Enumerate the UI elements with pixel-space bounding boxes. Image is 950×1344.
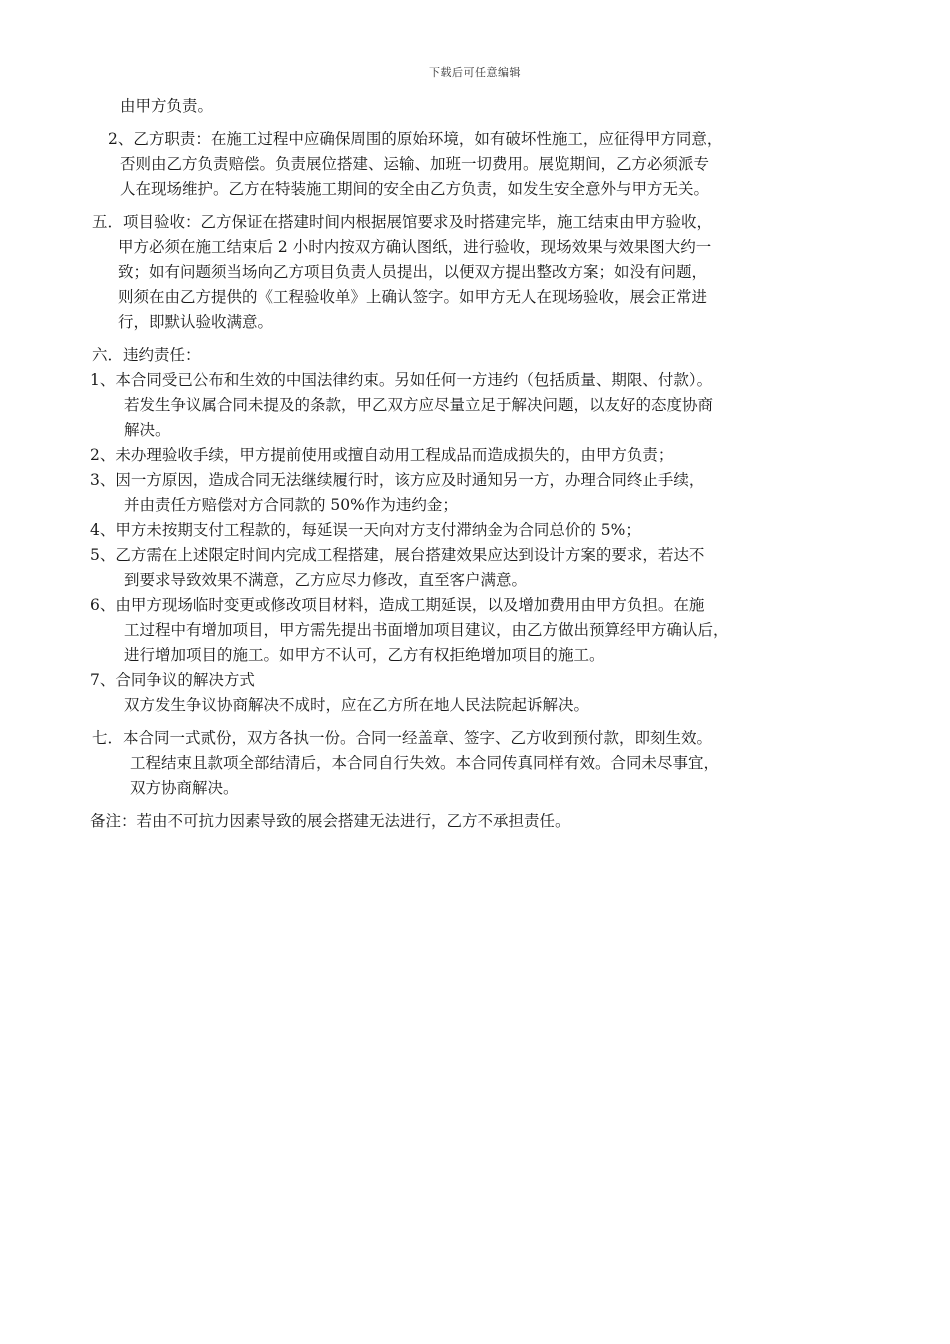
paragraph-line: 解决。 <box>124 421 171 439</box>
paragraph-line: 由甲方负责。 <box>120 97 214 115</box>
page-header: 下载后可任意编辑 <box>429 66 521 79</box>
paragraph-line: 到要求导致效果不满意，乙方应尽力修改，直至客户满意。 <box>124 571 528 589</box>
paragraph-line: 双方协商解决。 <box>130 779 239 797</box>
paragraph-line: 2、乙方职责：在施工过程中应确保周围的原始环境，如有破坏性施工，应征得甲方同意， <box>108 130 723 148</box>
list-item: 6、由甲方现场临时变更或修改项目材料，造成工期延误，以及增加费用由甲方负担。在施 <box>90 596 705 614</box>
paragraph-line: 否则由乙方负责赔偿。负责展位搭建、运输、加班一切费用。展览期间，乙方必须派专 <box>120 155 710 173</box>
list-item: 1、本合同受已公布和生效的中国法律约束。另如任何一方违约（包括质量、期限、付款）。 <box>90 371 713 389</box>
list-item: 2、未办理验收手续，甲方提前使用或擅自动用工程成品而造成损失的，由甲方负责； <box>90 446 674 464</box>
paragraph-line: 双方发生争议协商解决不成时，应在乙方所在地人民法院起诉解决。 <box>124 696 590 714</box>
paragraph-line: 并由责任方赔偿对方合同款的 50%作为违约金； <box>124 496 458 514</box>
section-heading-line: 五．项目验收：乙方保证在搭建时间内根据展馆要求及时搭建完毕，施工结束由甲方验收， <box>92 213 713 231</box>
section-copies-validity <box>90 726 880 801</box>
contract-body <box>90 94 880 834</box>
list-item: 7、合同争议的解决方式 <box>90 671 255 689</box>
clause-party-b-duties <box>90 127 880 202</box>
section-heading-line: 七．本合同一式贰份，双方各执一份。合同一经盖章、签字、乙方收到预付款，即刻生效。 <box>92 729 713 747</box>
paragraph-line: 进行增加项目的施工。如甲方不认可，乙方有权拒绝增加项目的施工。 <box>124 646 605 664</box>
list-item: 5、乙方需在上述限定时间内完成工程搭建，展台搭建效果应达到设计方案的要求，若达不 <box>90 546 705 564</box>
list-item: 3、因一方原因，造成合同无法继续履行时，该方应及时通知另一方，办理合同终止手续， <box>90 471 705 489</box>
paragraph-line: 致；如有问题须当场向乙方项目负责人员提出，以便双方提出整改方案；如没有问题， <box>118 263 708 281</box>
list-item: 4、甲方未按期支付工程款的，每延误一天向对方支付滞纳金为合同总价的 5%； <box>90 521 641 539</box>
paragraph-line: 行，即默认验收满意。 <box>118 313 274 331</box>
remarks <box>90 809 880 834</box>
section-heading: 六．违约责任： <box>92 346 201 364</box>
section-acceptance <box>90 210 880 335</box>
remarks-line: 备注：若由不可抗力因素导致的展会搭建无法进行，乙方不承担责任。 <box>90 812 571 830</box>
paragraph-line: 甲方必须在施工结束后 2 小时内按双方确认图纸，进行验收，现场效果与效果图大约一 <box>118 238 712 256</box>
section-liability <box>90 343 880 718</box>
paragraph-line: 工程结束且款项全部结清后，本合同自行失效。本合同传真同样有效。合同未尽事宜， <box>130 754 720 772</box>
paragraph-line: 工过程中有增加项目，甲方需先提出书面增加项目建议，由乙方做出预算经甲方确认后， <box>124 621 729 639</box>
paragraph-line: 若发生争议属合同未提及的条款，甲乙双方应尽量立足于解决问题，以友好的态度协商 <box>124 396 714 414</box>
paragraph-line: 人在现场维护。乙方在特装施工期间的安全由乙方负责，如发生安全意外与甲方无关。 <box>120 180 710 198</box>
paragraph-line: 则须在由乙方提供的《工程验收单》上确认签字。如甲方无人在现场验收，展会正常进 <box>118 288 708 306</box>
